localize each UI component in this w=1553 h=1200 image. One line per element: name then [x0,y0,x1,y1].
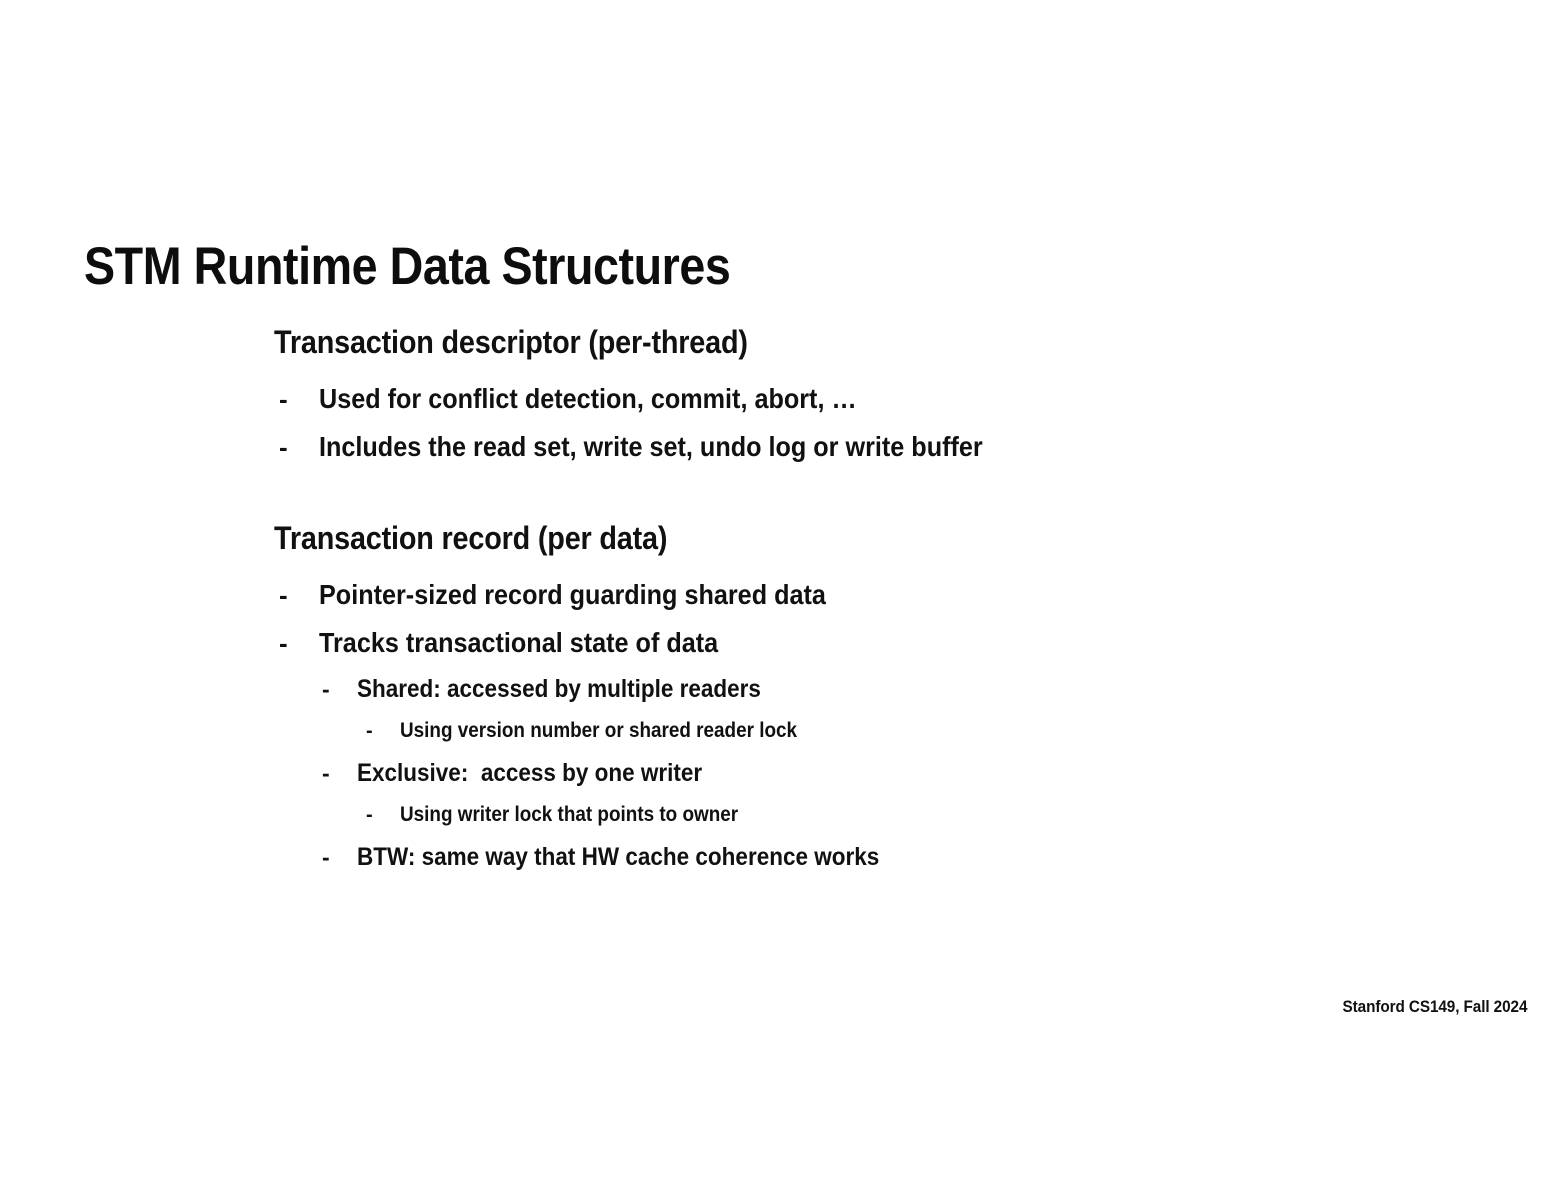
section-transaction-record [274,518,1394,879]
bullet-dash-icon: - [279,579,288,610]
list-item-label: BTW: same way that HW cache coherence works [357,843,880,872]
nested-list-container [274,668,1394,880]
bullet-dash-icon: - [366,719,373,742]
list-item-label: Pointer-sized record guarding shared data [319,578,826,610]
page-title: STM Runtime Data Structures [84,236,731,296]
section-heading: Transaction record (per data) [274,519,668,556]
slide-body [274,322,1394,879]
bullet-dash-icon: - [279,383,288,414]
list-item [274,795,1394,836]
list-item-label: Using version number or shared reader lock [400,718,798,742]
bullet-list [274,375,1394,472]
list-item [274,668,1394,711]
list-item-label: Using writer lock that points to owner [400,803,739,827]
list-item [274,752,1394,795]
list-item [274,711,1394,752]
list-item [274,571,1394,619]
list-item-label: Used for conflict detection, commit, abort, … [319,382,857,414]
list-item [274,375,1394,423]
slide-footer: Stanford CS149, Fall 2024 [1342,997,1527,1016]
bullet-dash-icon: - [279,432,288,463]
list-item-label: Tracks transactional state of data [319,627,719,659]
bullet-dash-icon: - [366,804,373,827]
section-transaction-descriptor [274,322,1394,472]
bullet-dash-icon: - [322,759,330,786]
bullet-list [274,571,1394,880]
section-heading: Transaction descriptor (per-thread) [274,324,748,360]
bullet-dash-icon: - [322,675,330,702]
list-item-label: Includes the read set, write set, undo log or write buffer [319,431,983,463]
list-item-label: Exclusive: access by one writer [357,758,703,787]
bullet-dash-icon: - [322,844,330,871]
list-item [274,423,1394,471]
nested-bullet-list [274,668,1394,880]
list-item [274,619,1394,667]
bullet-dash-icon: - [279,628,288,659]
list-item-label: Shared: accessed by multiple readers [357,674,761,703]
list-item [274,836,1394,879]
